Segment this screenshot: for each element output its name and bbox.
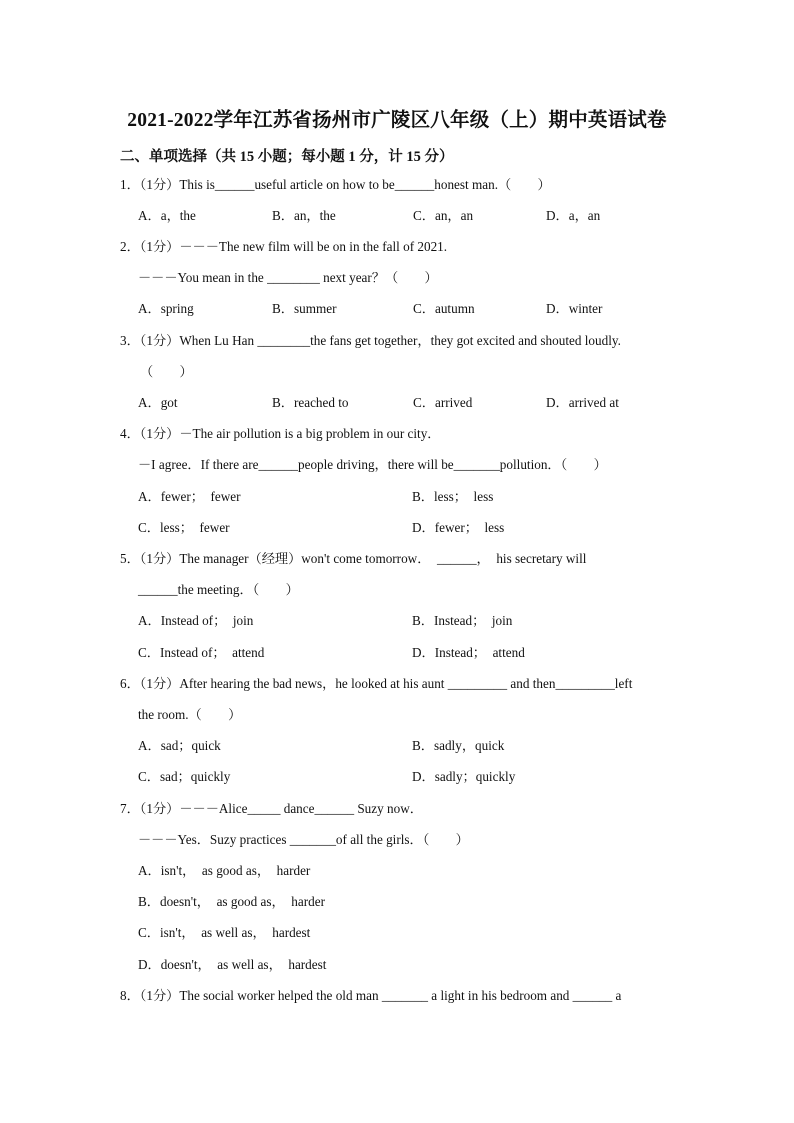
question-6-stem-cont: the room.（ ）: [138, 707, 242, 722]
question-1-option-d: D．a，an: [546, 208, 601, 223]
question-6-option-a: A．sad；quick: [138, 738, 221, 753]
question-2-option-d: D．winter: [546, 301, 603, 316]
question-8-stem: 8．（1分）The social worker helped the old man _______ a light in his bedroom and ______ a: [120, 988, 622, 1003]
question-5-stem-cont: ______the meeting．（ ）: [138, 582, 299, 597]
question-7-option-d: D．doesn't， as well as， hardest: [138, 957, 327, 972]
question-3-option-d: D．arrived at: [546, 395, 619, 410]
question-4-stem-cont: －I agree．If there are______people driving，there will be_______pollution．（ ）: [138, 457, 607, 472]
question-2-option-c: C．autumn: [413, 301, 475, 316]
question-4-option-a: A．fewer； fewer: [138, 489, 241, 504]
question-5-option-a: A．Instead of； join: [138, 613, 254, 628]
question-7-stem-cont: －－－Yes．Suzy practices _______of all the girls．（ ）: [138, 832, 469, 847]
question-1-option-c: C．an，an: [413, 208, 474, 223]
page-title: 2021-2022学年江苏省扬州市广陵区八年级（上）期中英语试卷: [127, 110, 667, 131]
question-3-stem-cont: （ ）: [140, 364, 193, 379]
question-4-option-c: C．less； fewer: [138, 520, 230, 535]
question-6-option-d: D．sadly；quickly: [412, 769, 516, 784]
question-1-stem: 1．（1分）This is______useful article on how to be______honest man.（ ）: [120, 177, 551, 192]
question-5-option-b: B．Instead； join: [412, 613, 513, 628]
question-3-option-a: A．got: [138, 395, 178, 410]
section-heading: 二、单项选择（共 15 小题；每小题 1 分，计 15 分）: [120, 149, 454, 165]
question-2-option-a: A．spring: [138, 301, 194, 316]
question-1-option-b: B．an，the: [272, 208, 336, 223]
question-6-stem: 6．（1分）After hearing the bad news，he looked at his aunt _________ and then_________left: [120, 676, 633, 691]
question-4-option-d: D．fewer； less: [412, 520, 505, 535]
question-7-option-a: A．isn't， as good as， harder: [138, 863, 311, 878]
question-5-stem: 5．（1分）The manager（经理）won't come tomorrow． ______， his secretary will: [120, 551, 587, 566]
question-7-option-b: B．doesn't， as good as， harder: [138, 894, 325, 909]
question-7-stem: 7．（1分）－－－Alice_____ dance______ Suzy now．: [120, 801, 423, 816]
question-1-option-a: A．a，the: [138, 208, 196, 223]
question-2-option-b: B．summer: [272, 301, 337, 316]
question-5-option-d: D．Instead； attend: [412, 645, 525, 660]
question-7-option-c: C．isn't， as well as， hardest: [138, 925, 311, 940]
question-3-stem: 3．（1分）When Lu Han ________the fans get together，they got excited and shouted loudly.: [120, 333, 621, 348]
question-6-option-c: C．sad；quickly: [138, 769, 231, 784]
question-6-option-b: B．sadly，quick: [412, 738, 505, 753]
question-5-option-c: C．Instead of； attend: [138, 645, 265, 660]
question-4-option-b: B．less； less: [412, 489, 494, 504]
question-2-stem-cont: －－－You mean in the ________ next year？（ ）: [138, 270, 438, 285]
question-2-stem: 2．（1分）－－－The new film will be on in the fall of 2021.: [120, 239, 448, 254]
question-3-option-c: C．arrived: [413, 395, 473, 410]
question-3-option-b: B．reached to: [272, 395, 349, 410]
question-4-stem: 4．（1分）－The air pollution is a big problem in our city．: [120, 426, 441, 441]
